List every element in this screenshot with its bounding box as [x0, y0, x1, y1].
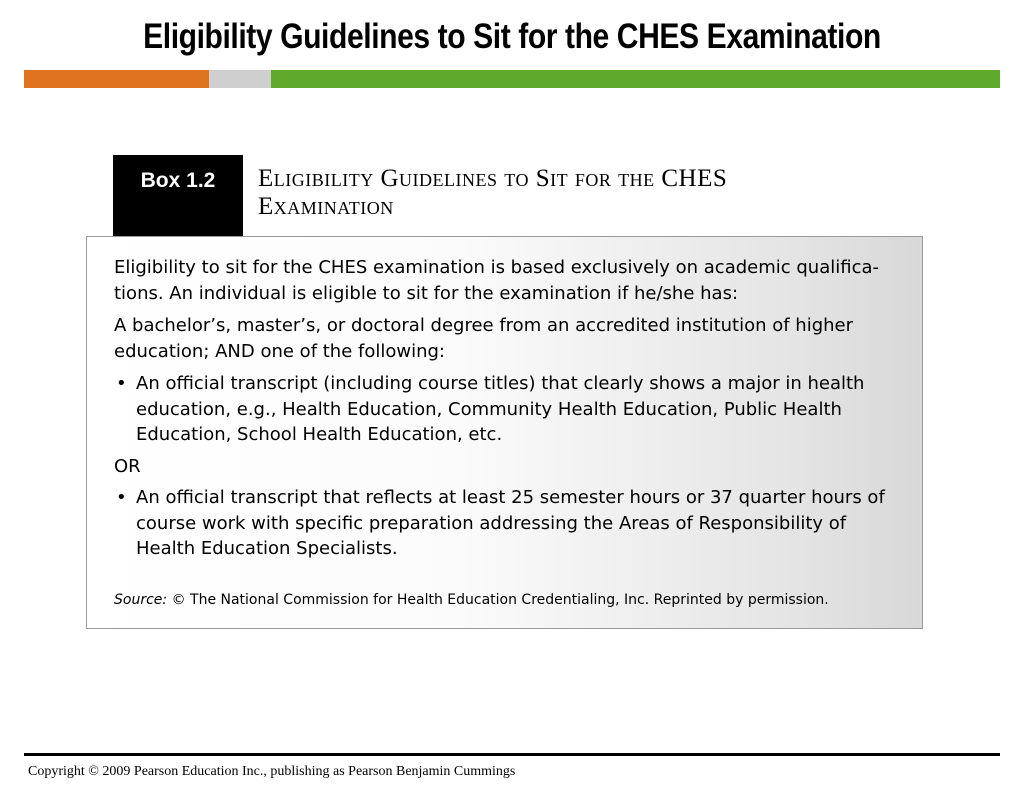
or-separator: OR: [114, 455, 141, 477]
box-heading-line-2: Examination: [258, 193, 394, 220]
accent-bar-green-segment: [271, 70, 1000, 88]
box-heading-line-1: Eligibility Guidelines to Sit for the CHES: [258, 165, 728, 192]
eligibility-box: [86, 155, 923, 629]
degree-requirement-paragraph: A bachelor’s, master’s, or doctoral degree from an accredited institution of higher education; AND one of the following:: [114, 315, 854, 362]
box-body: [86, 236, 923, 629]
bullet-2-text: An official transcript that reflects at least 25 semester hours or 37 quarter hours of course work with specific preparation addressing the Areas of Responsibility of Health Education Specialists.: [136, 487, 885, 559]
footer-divider: [24, 753, 1000, 756]
copyright-notice: Copyright © 2009 Pearson Education Inc., publishing as Pearson Benjamin Cummings: [28, 764, 516, 779]
accent-bar-orange-segment: [24, 70, 209, 88]
accent-bar-gray-segment: [209, 70, 271, 88]
source-citation: [114, 591, 829, 609]
bullet-icon: •: [116, 373, 127, 394]
bullet-icon: •: [116, 487, 127, 508]
box-heading: [258, 165, 858, 221]
requirement-list-2: [114, 485, 892, 562]
source-text: © The National Commission for Health Education Credentialing, Inc. Reprinted by permission.: [171, 592, 829, 608]
slide-title: Eligibility Guidelines to Sit for the CHES Examination: [143, 17, 881, 56]
requirement-list: [114, 371, 892, 448]
list-item: [114, 485, 892, 562]
box-number-tag: Box 1.2: [113, 155, 243, 236]
list-item: [114, 371, 892, 448]
bullet-1-text: An official transcript (including course titles) that clearly shows a major in health education, e.g., Health Education, Community Health Education, Public Health Education, School Health Education, etc.: [136, 373, 865, 445]
accent-bar: [24, 70, 1000, 88]
source-label: Source:: [114, 592, 168, 608]
intro-paragraph: Eligibility to sit for the CHES examination is based exclusively on academic qualifica-tions. An individual is eligible to sit for the examination if he/she has:: [114, 257, 879, 304]
